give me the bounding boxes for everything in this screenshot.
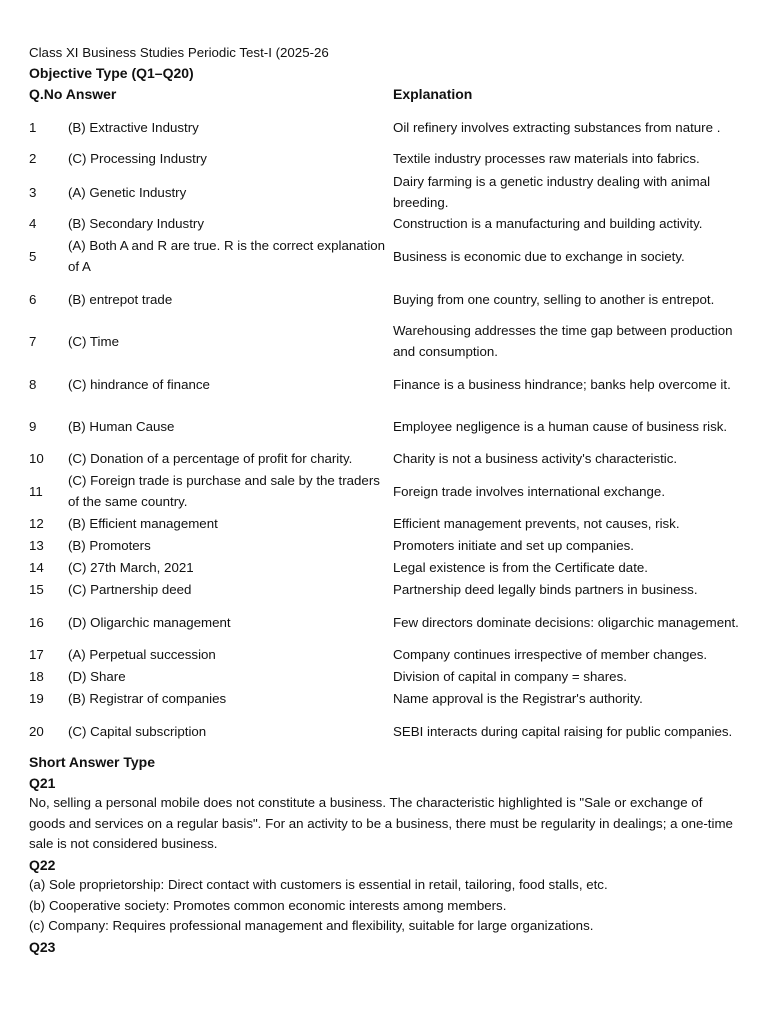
answer-text: (C) Capital subscription (68, 723, 207, 739)
explanation-text: Company continues irrespective of member changes. (393, 647, 708, 662)
q21-answer-text: No, selling a personal mobile does not constitute a business. The characteristic highlighted is "Sale or exchange of goods and services on a regular basis". For an activity to be a business, there must be regularity in dealings; a one-time sale is not considered business. (29, 795, 733, 851)
explanation-text: Foreign trade involves international exchange. (393, 483, 666, 499)
explanation-text: Oil refinery involves extracting substances from nature . (393, 119, 721, 135)
table-row (29, 688, 741, 709)
answer-text: (D) Oligarchic management (68, 614, 231, 630)
question-number: 7 (29, 333, 37, 349)
explanation-text: Charity is not a business activity's characteristic. (393, 451, 678, 466)
explanation-text: Division of capital in company = shares. (393, 669, 627, 684)
table-row (29, 171, 741, 213)
explanation-text: Name approval is the Registrar's authority. (393, 691, 643, 706)
question-number: 20 (29, 723, 44, 739)
answer-text: (C) Time (68, 333, 119, 349)
question-number: 6 (29, 291, 37, 307)
explanation-text: SEBI interacts during capital raising for public companies. (393, 723, 733, 739)
table-row (29, 405, 741, 447)
explanation-text: Few directors dominate decisions: oligarchic management. (393, 614, 739, 630)
explanation-text: Finance is a business hindrance; banks help overcome it. (393, 376, 731, 392)
explanation-text: Textile industry processes raw materials into fabrics. (393, 151, 700, 166)
question-number: 2 (29, 151, 37, 166)
question-number: 11 (29, 483, 43, 499)
explanation-text: Construction is a manufacturing and building activity. (393, 216, 703, 231)
question-number: 16 (29, 614, 44, 630)
explanation-text: Buying from one country, selling to another is entrepot. (393, 291, 715, 307)
question-number: 10 (29, 451, 44, 466)
table-row (29, 513, 741, 534)
table-row (29, 213, 741, 234)
question-number: 18 (29, 669, 44, 684)
question-number: 14 (29, 560, 44, 575)
answer-text: (C) 27th March, 2021 (68, 560, 194, 575)
answer-text: (A) Both A and R are true. R is the correct explanation of A (68, 238, 386, 274)
q22-label: Q22 (29, 857, 56, 873)
explanation-text: Legal existence is from the Certificate date. (393, 560, 648, 575)
document-title: Class XI Business Studies Periodic Test-I (2025-26 (29, 45, 329, 60)
table-row (29, 448, 741, 469)
objective-section-heading: Objective Type (Q1–Q20) (29, 65, 194, 81)
table-row (29, 363, 741, 405)
answer-text: (C) Processing Industry (68, 151, 207, 166)
table-row (29, 710, 741, 752)
table-row (29, 579, 741, 600)
table-row (29, 644, 741, 665)
table-row (29, 666, 741, 687)
question-number: 8 (29, 376, 37, 392)
answer-text: (B) Efficient management (68, 516, 218, 531)
answer-text: (B) Extractive Industry (68, 119, 199, 135)
column-header-qno-answer: Q.No Answer (29, 86, 117, 102)
table-row (29, 148, 741, 169)
answer-text: (C) Donation of a percentage of profit for charity. (68, 451, 353, 466)
explanation-text: Partnership deed legally binds partners in business. (393, 582, 698, 597)
answer-text: (C) Partnership deed (68, 582, 192, 597)
answer-text: (B) Secondary Industry (68, 216, 204, 231)
column-header-explanation: Explanation (393, 86, 473, 102)
q23-label: Q23 (29, 939, 56, 955)
answer-text: (D) Share (68, 669, 126, 684)
answer-text: (C) Foreign trade is purchase and sale by the traders of the same country. (68, 473, 380, 509)
question-number: 9 (29, 418, 37, 434)
table-row (29, 535, 741, 556)
question-number: 13 (29, 538, 44, 553)
short-answer-section-heading: Short Answer Type (29, 754, 156, 770)
explanation-text: Warehousing addresses the time gap between production and consumption. (393, 323, 733, 359)
question-number: 3 (29, 184, 37, 200)
explanation-text: Promoters initiate and set up companies. (393, 538, 634, 553)
table-row (29, 320, 741, 362)
explanation-text: Business is economic due to exchange in society. (393, 248, 685, 264)
question-number: 1 (29, 119, 37, 135)
table-row (29, 557, 741, 578)
question-number: 5 (29, 248, 37, 264)
q22-answer-line: (a) Sole proprietorship: Direct contact with customers is essential in retail, tailoring, food stalls, etc. (29, 877, 608, 892)
question-number: 19 (29, 691, 44, 706)
table-row (29, 106, 741, 148)
answer-text: (C) hindrance of finance (68, 376, 210, 392)
table-row (29, 601, 741, 643)
q22-answer-line: (b) Cooperative society: Promotes common economic interests among members. (29, 898, 507, 913)
answer-text: (B) Promoters (68, 538, 151, 553)
answer-text: (B) Registrar of companies (68, 691, 227, 706)
table-row (29, 278, 741, 320)
explanation-text: Dairy farming is a genetic industry dealing with animal breeding. (393, 174, 711, 210)
question-number: 15 (29, 582, 44, 597)
table-row (29, 235, 741, 277)
question-number: 12 (29, 516, 44, 531)
q22-answer-line: (c) Company: Requires professional management and flexibility, suitable for large organizations. (29, 918, 594, 933)
table-row (29, 470, 741, 512)
answer-text: (B) Human Cause (68, 418, 175, 434)
explanation-text: Efficient management prevents, not causes, risk. (393, 516, 680, 531)
answer-text: (A) Genetic Industry (68, 184, 187, 200)
question-number: 4 (29, 216, 37, 231)
q21-label: Q21 (29, 775, 56, 791)
answer-text: (B) entrepot trade (68, 291, 173, 307)
explanation-text: Employee negligence is a human cause of business risk. (393, 418, 728, 434)
answer-text: (A) Perpetual succession (68, 647, 216, 662)
question-number: 17 (29, 647, 44, 662)
